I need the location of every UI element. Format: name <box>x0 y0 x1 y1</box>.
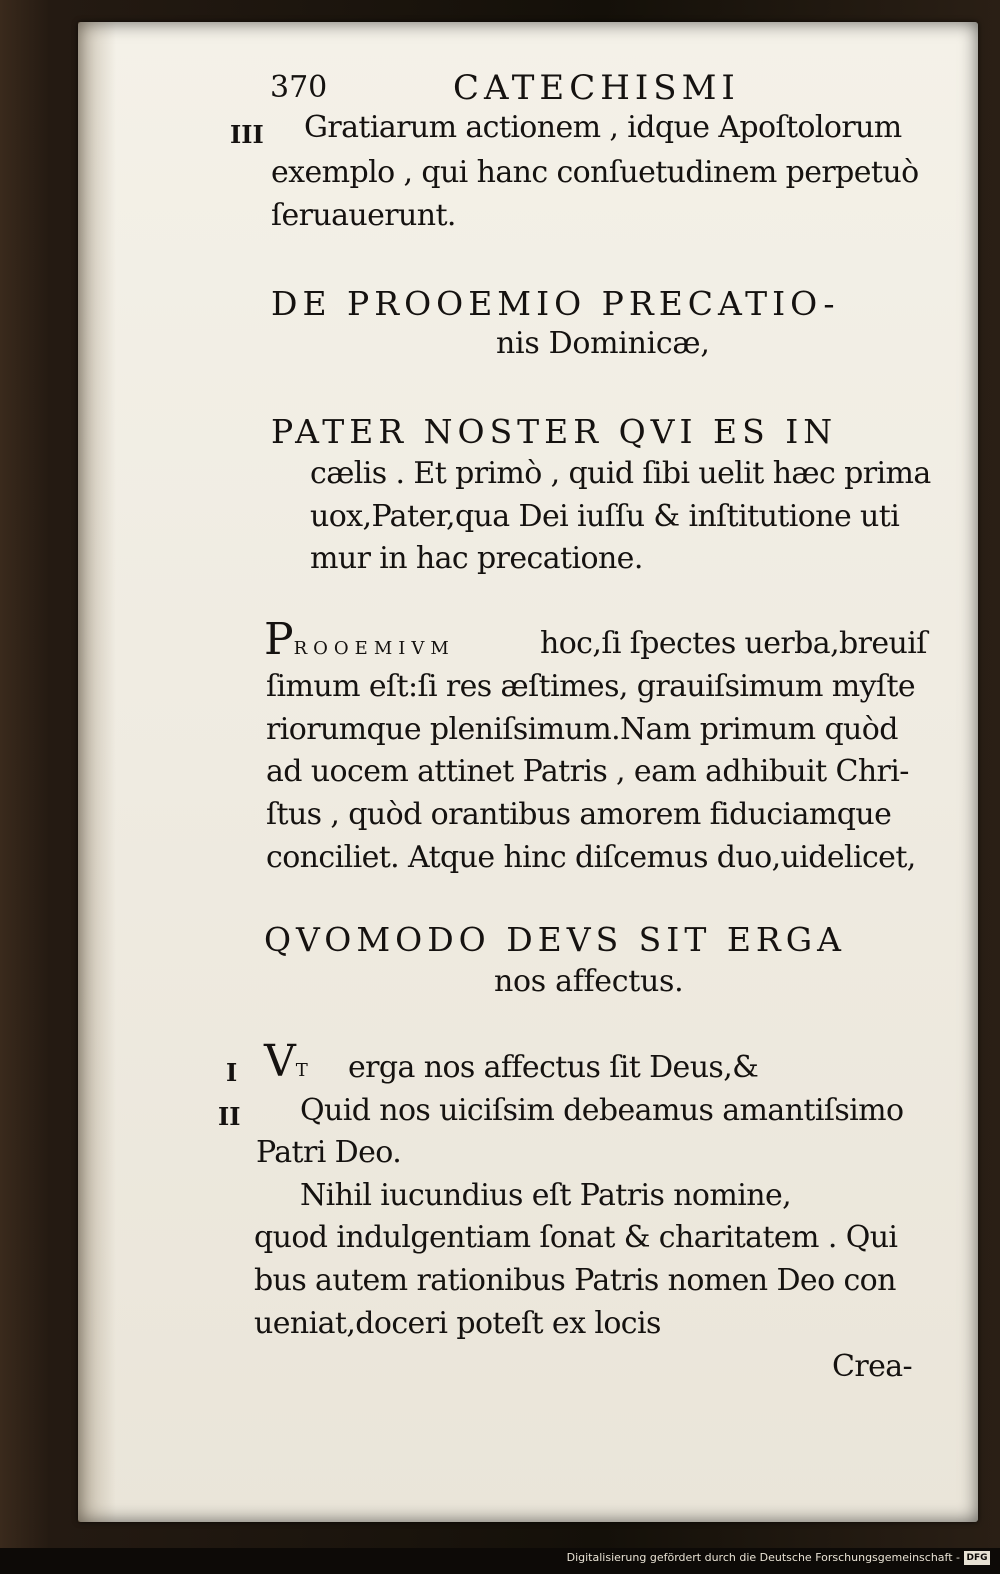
text-line: bus autem rationibus Patris nomen Deo con <box>254 1263 896 1298</box>
margin-numeral: III <box>230 120 264 149</box>
text-line: quod indulgentiam ſonat & charitatem . Qui <box>254 1220 898 1255</box>
text-line: ueniat,doceri poteſt ex locis <box>254 1306 661 1341</box>
text-line: exemplo , qui hanc conſuetudinem perpetuò <box>271 155 919 190</box>
text-line: ad uocem attinet Patris , eam adhibuit Chri- <box>266 754 909 789</box>
drop-capital: P <box>264 614 294 665</box>
funding-credit: Digitalisierung gefördert durch die Deutsche Forschungsgemeinschaft - <box>566 1551 960 1564</box>
text-line: uox,Pater,qua Dei iuſſu & inſtitutione uti <box>310 499 900 534</box>
paragraph-start <box>264 614 455 665</box>
text-line: mur in hac precatione. <box>310 541 643 576</box>
text-line: riorumque pleniſsimum.Nam primum quòd <box>266 712 898 747</box>
text-line: ſeruauerunt. <box>271 198 456 233</box>
small-caps-word: ROOEMIVM <box>293 638 455 659</box>
text-line: ſtus , quòd orantibus amorem fiduciamque <box>266 797 892 832</box>
section-heading-sub: nos affectus. <box>494 964 684 999</box>
page-number: 370 <box>270 70 328 105</box>
text-line: Quid nos uiciſsim debeamus amantiſsimo <box>300 1093 904 1128</box>
catchword: Crea- <box>832 1349 913 1384</box>
paragraph-start <box>264 1036 314 1087</box>
small-caps-word: T <box>295 1060 314 1081</box>
text-line: Nihil iucundius eſt Patris nomine, <box>300 1178 792 1213</box>
dfg-logo: DFG <box>964 1551 990 1565</box>
text-line: Gratiarum actionem , idque Apoſtolorum <box>304 110 902 145</box>
margin-numeral: II <box>218 1102 241 1131</box>
text-line: conciliet. Atque hinc diſcemus duo,uidelicet, <box>266 840 916 875</box>
drop-capital: V <box>264 1036 296 1087</box>
text-line: hoc,ſi ſpectes uerba,breuiſ <box>540 626 927 661</box>
text-line: erga nos affectus ſit Deus,& <box>348 1050 759 1085</box>
section-heading: QVOMODO DEVS SIT ERGA <box>264 920 846 959</box>
margin-numeral: I <box>226 1058 238 1087</box>
running-title: CATECHISMI <box>453 68 740 108</box>
text-line: Patri Deo. <box>256 1135 402 1170</box>
question-heading: PATER NOSTER QVI ES IN <box>271 412 838 451</box>
text-line: ſimum eſt:ſi res æſtimes, grauiſsimum myſte <box>266 669 916 704</box>
section-heading: DE PROOEMIO PRECATIO- <box>271 284 840 323</box>
text-line: cælis . Et primò , quid ſibi uelit hæc prima <box>310 456 931 491</box>
section-heading-sub: nis Dominicæ, <box>496 326 710 361</box>
book-page <box>78 22 978 1522</box>
